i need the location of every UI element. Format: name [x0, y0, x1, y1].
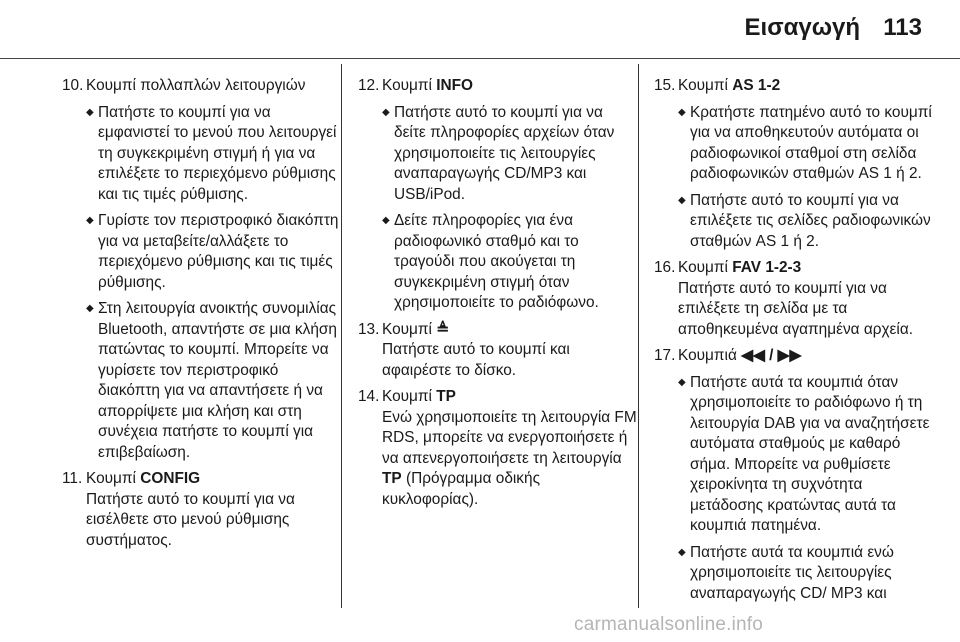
- item-heading: [358, 76, 638, 97]
- item-label: [678, 258, 801, 279]
- item-heading: [654, 346, 936, 367]
- item-number: 10.: [62, 77, 84, 94]
- bullet-diamond-icon: ◆: [382, 106, 390, 118]
- button-word: Κουμπί: [86, 470, 136, 487]
- item-heading: [358, 320, 638, 341]
- item-label: [678, 346, 801, 367]
- bullet-item: [86, 211, 344, 293]
- column-divider: [638, 64, 639, 608]
- button-name: ≜: [436, 320, 450, 338]
- item-heading: [358, 387, 638, 408]
- bullet-diamond-icon: ◆: [382, 215, 390, 226]
- bullet-item: [678, 191, 936, 253]
- bullet-diamond-icon: ◆: [678, 546, 686, 558]
- item-number: 17.: [654, 347, 676, 364]
- item-description: [382, 408, 638, 511]
- description-bold: TP: [382, 470, 402, 487]
- bullet-text: Πατήστε το κουμπί για να εμφανιστεί το μενού που λειτουργεί τη συγκεκριμένη στιγμή ή για να επιλέξετε το περιεχόμενο ρύθμισης και τις τιμές ρύθμισης.: [98, 103, 337, 203]
- column-3: [654, 76, 936, 610]
- button-word: Κουμπί: [382, 388, 432, 405]
- bullet-text: Στη λειτουργία ανοικτής συνομιλίας Bluetooth, απαντήστε σε μια κλήση πατώντας το κουμπί. Μπορείτε να γυρίσετε τον περιστροφικό διακόπτη για να απαντήσετε ή να απορρίψετε μια κλήση και στη συνέχεια πατήστε το κουμπί για επιβεβαίωση.: [98, 300, 337, 461]
- button-word: Κουμπί: [678, 77, 728, 94]
- item-description: Πατήστε αυτό το κουμπί για να επιλέξετε τη σελίδα με τα αποθηκευμένα αγαπημένα αρχεία.: [678, 279, 914, 338]
- column-2: [358, 76, 638, 516]
- bullet-item: [382, 103, 638, 206]
- item-description: Πατήστε αυτό το κουμπί για να εισέλθετε στο μενού ρύθμισης συστήματος.: [86, 490, 295, 549]
- list-item: [62, 76, 344, 463]
- item-label: [86, 76, 305, 97]
- chapter-title: Εισαγωγή: [744, 14, 860, 41]
- bullet-text: Κρατήστε πατημένο αυτό το κουμπί για να αποθηκευτούν αυτόματα οι ραδιοφωνικοί σταθμοί στη σελίδα ραδιοφωνικών σταθμών AS 1 ή 2.: [690, 103, 932, 182]
- bullet-item: [678, 373, 936, 537]
- button-word: Κουμπιά: [678, 347, 737, 364]
- bullet-item: [86, 103, 344, 206]
- description-text: (Πρόγραμμα οδικής κυκλοφορίας).: [382, 470, 540, 508]
- item-number: 15.: [654, 77, 676, 94]
- item-label: [382, 320, 449, 341]
- bullet-diamond-icon: ◆: [678, 194, 686, 206]
- button-name: ◀◀ / ▶▶: [741, 347, 802, 364]
- item-heading: [654, 258, 936, 279]
- button-name: AS 1-2: [732, 77, 781, 94]
- button-name: FAV 1-2-3: [732, 259, 802, 276]
- bullet-diamond-icon: ◆: [86, 215, 94, 226]
- bullet-text: Γυρίστε τον περιστροφικό διακόπτη για να μεταβείτε/αλλάξετε το περιεχόμενο ρύθμισης και τις τιμές ρύθμισης.: [98, 212, 339, 291]
- list-item: [62, 469, 344, 551]
- item-number: 16.: [654, 259, 676, 276]
- button-name: TP: [436, 388, 456, 405]
- item-number: 13.: [358, 320, 380, 338]
- bullet-item: [678, 543, 936, 605]
- column-1: [62, 76, 344, 557]
- bullet-text: Πατήστε αυτά τα κουμπιά όταν χρησιμοποιείτε το ραδιόφωνο ή τη λειτουργία DAB για να αναζητήσετε αυτόματα σταθμούς με καθαρό σήμα. Μπορείτε να ρυθμίσετε χειροκίνητα τη συχνότητα μετάδοσης κρατώντας αυτά τα κουμπιά πατημένα.: [690, 373, 930, 534]
- item-number: 12.: [358, 77, 380, 94]
- button-word: Κουμπί: [382, 320, 432, 338]
- watermark: carmanualsonline.info: [574, 614, 764, 635]
- item-label: [86, 469, 200, 490]
- page-number: 113: [883, 14, 922, 41]
- list-item: [654, 76, 936, 252]
- description-text: Ενώ χρησιμοποιείτε τη λειτουργία FM RDS, μπορείτε να ενεργοποιήσετε ή να απενεργοποιήσετε τη λειτουργία: [382, 408, 637, 467]
- bullet-diamond-icon: ◆: [86, 303, 94, 314]
- list-item: [654, 258, 936, 340]
- page-header: [0, 0, 960, 58]
- bullet-item: [678, 103, 936, 185]
- button-word: Κουμπί: [382, 77, 432, 94]
- item-label: [678, 76, 780, 97]
- bullet-diamond-icon: ◆: [678, 106, 686, 118]
- list-item: [358, 320, 638, 382]
- item-number: 14.: [358, 388, 380, 405]
- list-item: [358, 387, 638, 510]
- bullet-item: [382, 211, 638, 314]
- bullet-text: Πατήστε αυτό το κουμπί για να επιλέξετε τις σελίδες ραδιοφωνικών σταθμών AS 1 ή 2.: [690, 191, 931, 250]
- item-heading: [654, 76, 936, 97]
- item-number: 11.: [62, 470, 83, 487]
- bullet-diamond-icon: ◆: [86, 106, 94, 118]
- bullet-text: Πατήστε αυτά τα κουμπιά ενώ χρησιμοποιείτε τις λειτουργίες αναπαραγωγής CD/ MP3 και: [690, 543, 894, 602]
- list-item: [654, 346, 936, 604]
- button-word: Κουμπί: [678, 259, 728, 276]
- button-name: CONFIG: [140, 470, 201, 487]
- item-description: Πατήστε αυτό το κουμπί και αφαιρέστε το δίσκο.: [382, 341, 570, 379]
- item-label: [382, 387, 456, 408]
- item-heading: [62, 469, 344, 490]
- button-word: Κουμπί πολλαπλών λειτουργιών: [86, 77, 306, 94]
- bullet-text: Δείτε πληροφορίες για ένα ραδιοφωνικό σταθμό και το τραγούδι που ακούγεται τη συγκεκριμένη στιγμή όταν χρησιμοποιείτε το ραδιόφωνο.: [394, 212, 599, 311]
- item-label: [382, 76, 473, 97]
- header-divider: [0, 58, 960, 59]
- bullet-text: Πατήστε αυτό το κουμπί για να δείτε πληροφορίες αρχείων όταν χρησιμοποιείτε τις λειτουργίες αναπαραγωγής CD/MP3 και USB/iPod.: [394, 103, 615, 203]
- item-heading: [62, 76, 344, 97]
- bullet-item: [86, 299, 344, 463]
- bullet-diamond-icon: ◆: [678, 376, 686, 388]
- list-item: [358, 76, 638, 314]
- button-name: INFO: [436, 77, 474, 94]
